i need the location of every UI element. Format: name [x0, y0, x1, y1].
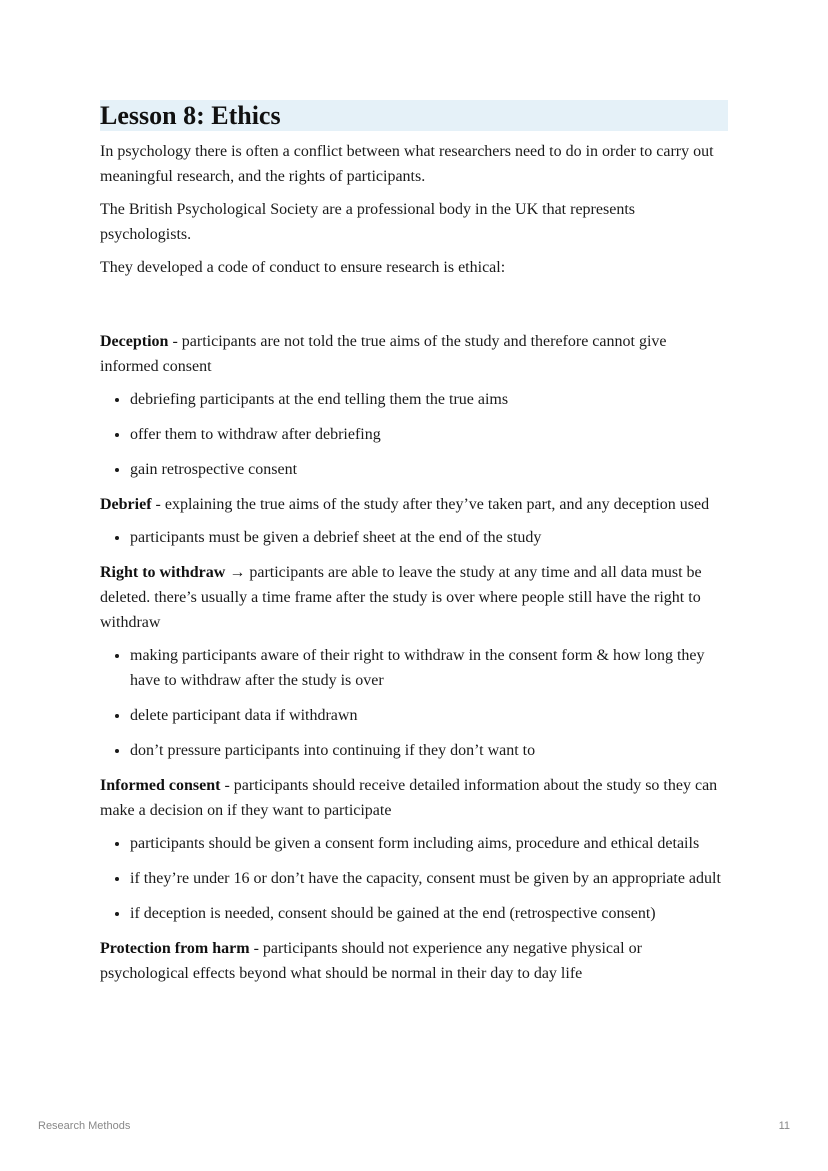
- section-description: participants are able to leave the study at any time and all data must be deleted. there’s usually a time frame after the study is over where people still have the right to withdraw: [100, 564, 702, 631]
- section-term: Informed consent: [100, 777, 221, 794]
- section-description: participants are not told the true aims of the study and therefore cannot give informed consent: [100, 333, 667, 375]
- bullet-list: [100, 387, 728, 482]
- section-term: Debrief: [100, 496, 152, 513]
- list-item: • making participants aware of their right to withdraw in the consent form & how long they have to withdraw after the study is over: [130, 643, 728, 693]
- section-term: Right to withdraw: [100, 564, 226, 581]
- bullet-list: [100, 525, 728, 550]
- section-paragraph: [100, 773, 728, 823]
- separator: -: [168, 333, 182, 350]
- intro-paragraph: In psychology there is often a conflict between what researchers need to do in order to carry out meaningful research, and the rights of participants.: [100, 143, 714, 185]
- section-description: participants should not experience any negative physical or psychological effects beyond what should be normal in their day to day life: [100, 940, 642, 982]
- section-paragraph: [100, 492, 728, 517]
- list-item: • don’t pressure participants into continuing if they don’t want to: [130, 738, 728, 763]
- separator: -: [151, 496, 165, 513]
- list-item: • gain retrospective consent: [130, 457, 728, 482]
- section-paragraph: [100, 936, 728, 986]
- page-content: [100, 100, 728, 994]
- list-item: • participants must be given a debrief sheet at the end of the study: [130, 525, 728, 550]
- list-item: • offer them to withdraw after debriefing: [130, 422, 728, 447]
- section-description: explaining the true aims of the study after they’ve taken part, and any deception used: [164, 496, 710, 513]
- bullet-list: [100, 643, 728, 763]
- spacer: [100, 288, 728, 313]
- separator: -: [220, 777, 234, 794]
- list-item: • participants should be given a consent form including aims, procedure and ethical details: [130, 831, 728, 856]
- footer-title: Research Methods: [38, 1120, 131, 1132]
- page-title: Lesson 8: Ethics: [100, 100, 728, 131]
- intro-paragraph: The British Psychological Society are a professional body in the UK that represents psychologists.: [100, 201, 635, 243]
- intro-paragraph: They developed a code of conduct to ensure research is ethical:: [100, 259, 506, 276]
- list-item: • if they’re under 16 or don’t have the capacity, consent must be given by an appropriate adult: [130, 866, 728, 891]
- separator: →: [225, 564, 250, 581]
- bullet-list: [100, 831, 728, 926]
- section-term: Protection from harm: [100, 940, 250, 957]
- ethics-sections: [100, 329, 728, 986]
- list-item: • if deception is needed, consent should be gained at the end (retrospective consent): [130, 901, 728, 926]
- section-description: participants should receive detailed information about the study so they can make a decision on if they want to participate: [100, 777, 718, 819]
- section-paragraph: [100, 560, 728, 635]
- list-item: • debriefing participants at the end telling them the true aims: [130, 387, 728, 412]
- list-item: • delete participant data if withdrawn: [130, 703, 728, 728]
- page-number: 11: [778, 1120, 790, 1132]
- section-term: Deception: [100, 333, 169, 350]
- separator: -: [249, 940, 263, 957]
- section-paragraph: [100, 329, 728, 379]
